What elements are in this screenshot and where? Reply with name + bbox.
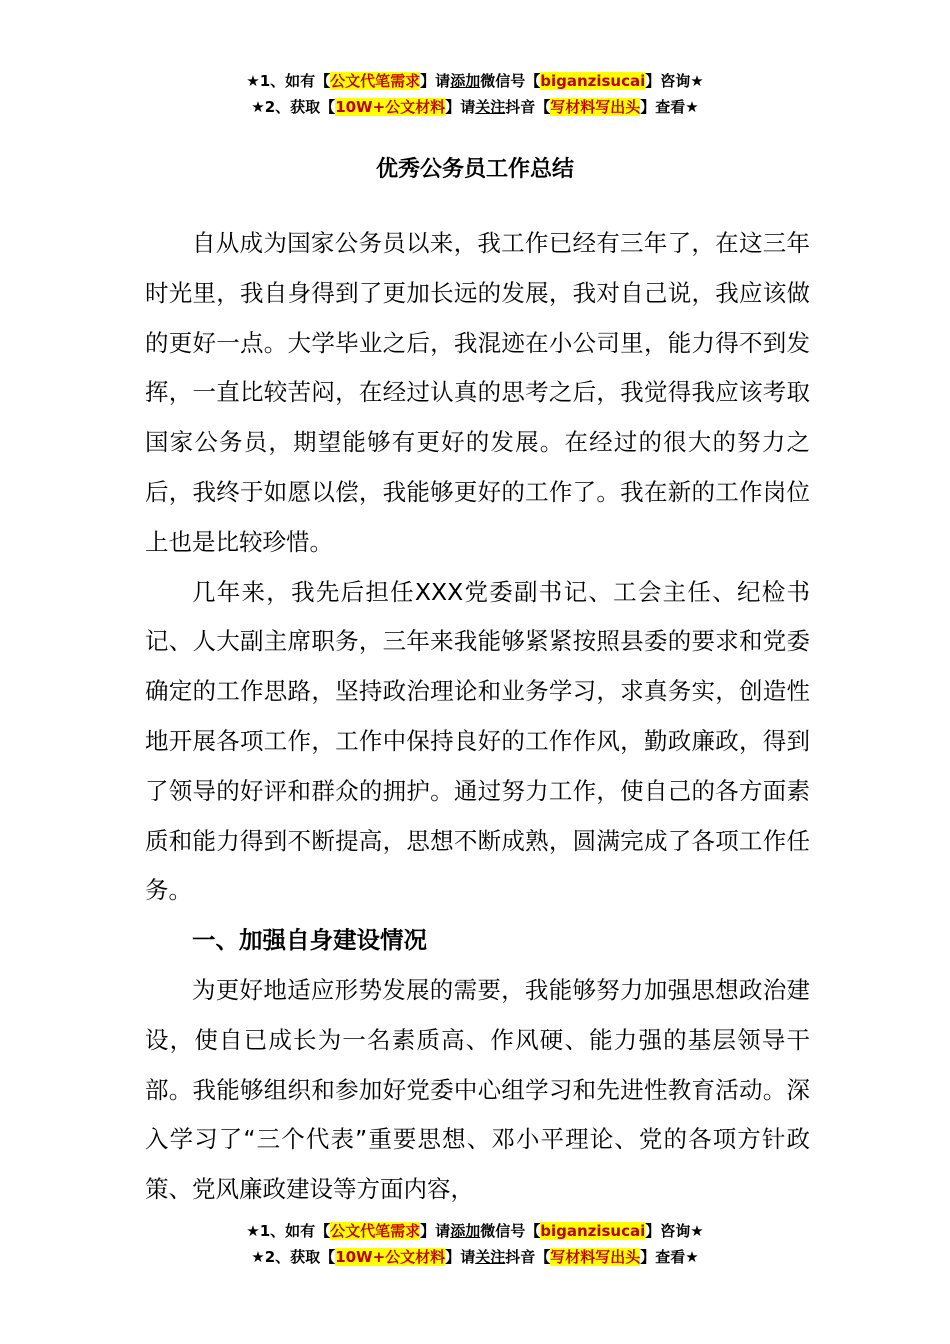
promo-emphasis: 添加 xyxy=(450,72,481,90)
promo-text: ★1、如有【 xyxy=(246,1222,331,1240)
body-paragraph: 为更好地适应形势发展的需要，我能够努力加强思想政治建设，使自已成长为一名素质高、作风硬、能力强的基层领导干部。我能够组织和参加好党委中心组学习和先进性教育活动。深入学习了“三个代表”重要思想、邓小平理论、党的各项方针政策、党风廉政建设等方面内容， xyxy=(145,975,810,1204)
promo-text: ★2、获取【 xyxy=(251,1248,336,1266)
promo-emphasis: 关注 xyxy=(475,1248,506,1266)
promo-emphasis: 关注 xyxy=(475,98,506,116)
promo-text: 抖音【 xyxy=(505,98,551,116)
promo-highlight: 公文代笔需求 xyxy=(330,72,421,90)
promo-text: 】查看★ xyxy=(640,1248,699,1266)
promo-text: 微信号【 xyxy=(480,72,541,90)
promo-highlight: 10W+公文材料 xyxy=(335,98,446,116)
promo-text: ★2、获取【 xyxy=(251,98,336,116)
promo-line-2 xyxy=(0,1244,950,1270)
promo-line-1 xyxy=(0,1218,950,1244)
promo-text: 】请 xyxy=(420,1222,451,1240)
promo-text: 】查看★ xyxy=(640,98,699,116)
promo-text: 】咨询★ xyxy=(645,1222,704,1240)
document-body xyxy=(145,219,810,1215)
promo-text: 】请 xyxy=(445,1248,476,1266)
promo-emphasis: 添加 xyxy=(450,1222,481,1240)
promo-highlight: 写材料写出头 xyxy=(550,1248,641,1266)
promo-line-1 xyxy=(0,68,950,94)
promo-line-2 xyxy=(0,94,950,120)
body-paragraph: 几年来，我先后担任XXX党委副书记、工会主任、纪检书记、人大副主席职务，三年来我能够紧紧按照县委的要求和党委确定的工作思路，坚持政治理论和业务学习，求真务实，创造性地开展各项工作，工作中保持良好的工作作风，勤政廉政，得到了领导的好评和群众的拥护。通过努力工作，使自己的各方面素质和能力得到不断提高，思想不断成熟，圆满完成了各项工作任务。 xyxy=(145,577,810,905)
promo-text: 】请 xyxy=(445,98,476,116)
section-heading: 一、加强自身建设情况 xyxy=(192,926,427,955)
promo-text: 】请 xyxy=(420,72,451,90)
top-promo-banner xyxy=(0,68,950,120)
promo-highlight: biganzisucai xyxy=(540,72,646,90)
promo-highlight: 写材料写出头 xyxy=(550,98,641,116)
document-title: 优秀公务员工作总结 xyxy=(375,157,574,182)
promo-text: 抖音【 xyxy=(505,1248,551,1266)
body-paragraph: 自从成为国家公务员以来，我工作已经有三年了，在这三年时光里，我自身得到了更加长远的发展，我对自己说，我应该做的更好一点。大学毕业之后，我混迹在小公司里，能力得不到发挥，一直比较苦闷，在经过认真的思考之后，我觉得我应该考取国家公务员，期望能够有更好的发展。在经过的很大的努力之后，我终于如愿以偿，我能够更好的工作了。我在新的工作岗位上也是比较珍惜。 xyxy=(145,229,810,556)
promo-text: ★1、如有【 xyxy=(246,72,331,90)
promo-highlight: 公文代笔需求 xyxy=(330,1222,421,1240)
bottom-promo-banner xyxy=(0,1218,950,1270)
promo-text: 】咨询★ xyxy=(645,72,704,90)
promo-text: 微信号【 xyxy=(480,1222,541,1240)
promo-highlight: biganzisucai xyxy=(540,1222,646,1240)
promo-highlight: 10W+公文材料 xyxy=(335,1248,446,1266)
